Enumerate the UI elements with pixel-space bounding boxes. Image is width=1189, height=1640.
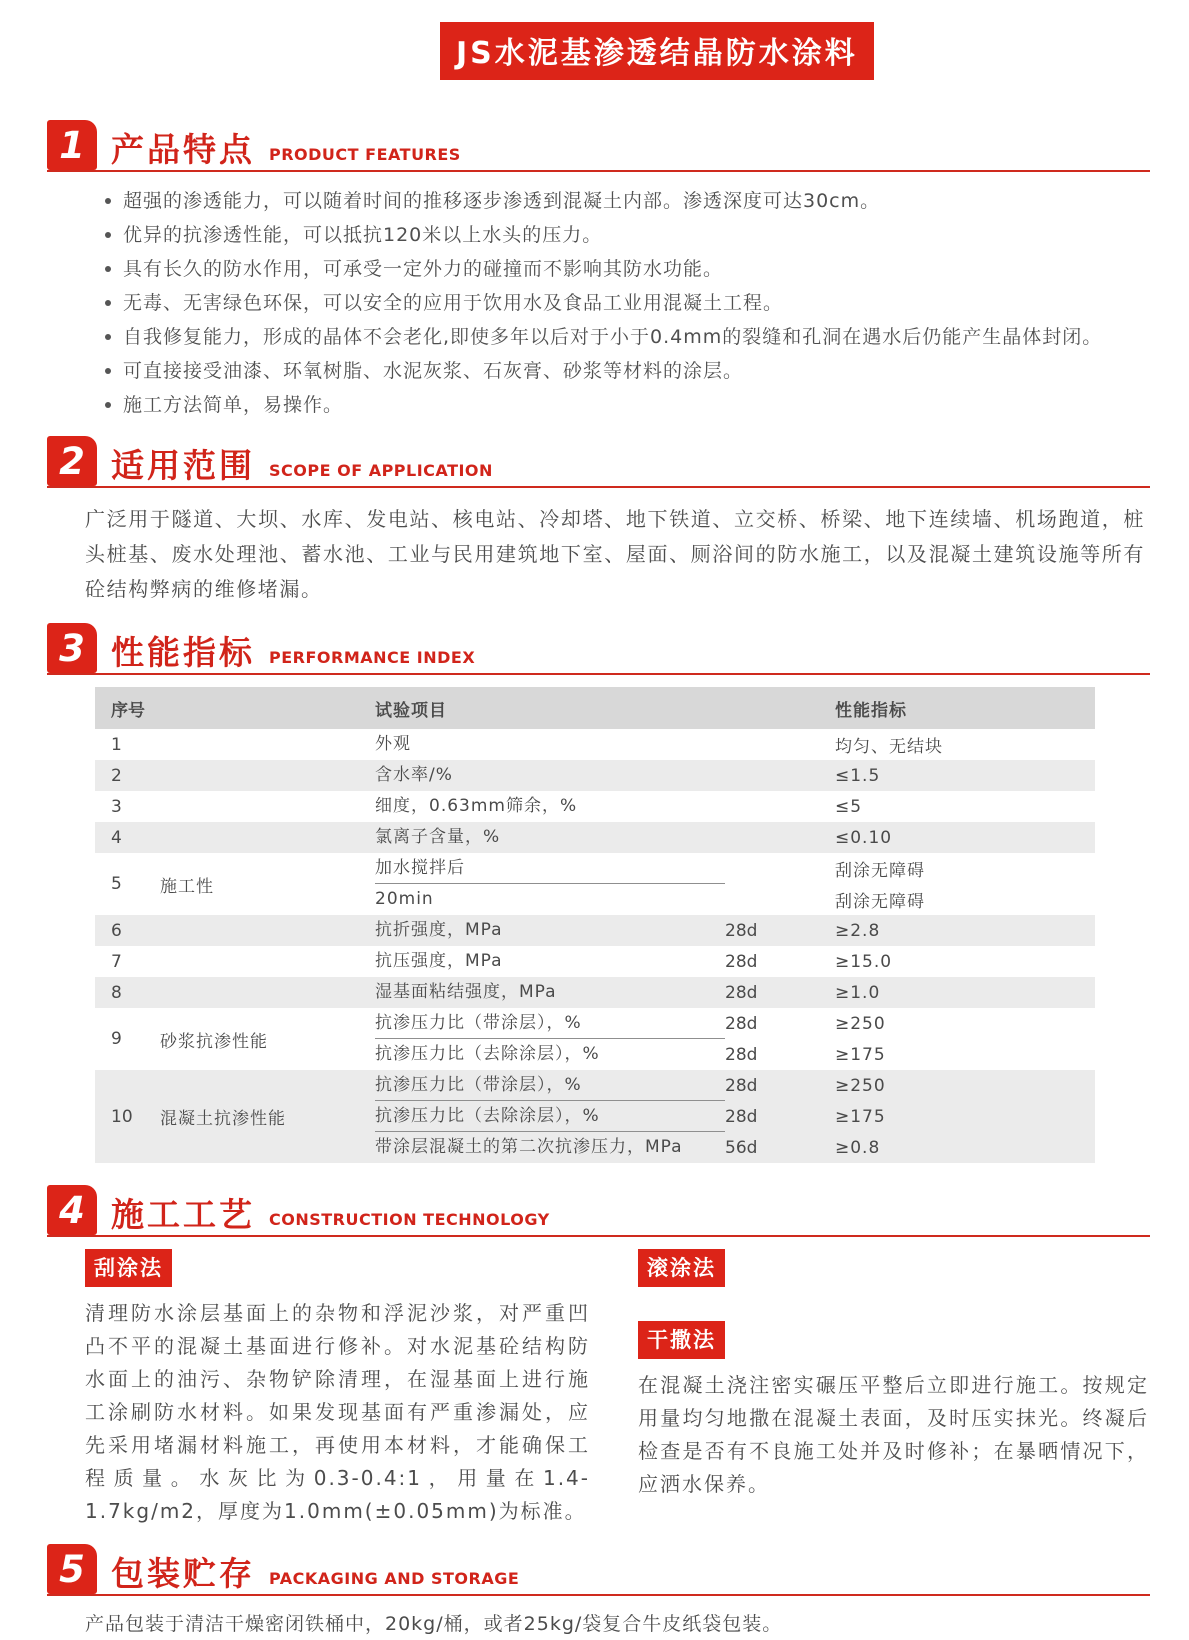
feature-text: 具有长久的防水作用，可承受一定外力的碰撞而不影响其防水功能。	[123, 258, 724, 280]
section-subtitle: PRODUCT FEATURES	[269, 145, 461, 164]
row-group-label: 施工性	[160, 876, 214, 897]
test-item: 外观	[375, 734, 411, 754]
test-value: 刮涂无障碍	[835, 892, 925, 912]
row-subitems	[375, 1070, 1095, 1163]
feature-text: 无毒、无害绿色环保，可以安全的应用于饮用水及食品工业用混凝土工程。	[123, 292, 784, 314]
table-row	[95, 791, 1095, 822]
row-number: 6	[111, 920, 122, 941]
row-subitems	[375, 791, 1095, 822]
method-badge-dry-sprinkle: 干撒法	[638, 1321, 725, 1359]
test-value: ≥2.8	[835, 920, 881, 941]
section-header-features	[47, 120, 1150, 172]
spacer	[638, 1287, 1149, 1321]
test-item: 20min	[375, 889, 434, 909]
packaging-paragraph: 产品包装于清洁干燥密闭铁桶中，20kg/桶，或者25kg/袋复合牛皮纸袋包装。	[85, 1613, 783, 1635]
row-number: 4	[111, 827, 122, 848]
test-value: ≥175	[835, 1044, 886, 1065]
row-number: 10	[111, 1106, 133, 1127]
table-subrow	[375, 1132, 1095, 1163]
table-row	[95, 977, 1095, 1008]
table-row	[95, 946, 1095, 977]
test-item: 细度，0.63mm筛余，%	[375, 796, 578, 816]
section-header-performance	[47, 623, 1150, 675]
row-group-label: 混凝土抗渗性能	[160, 1109, 286, 1129]
test-age: 28d	[725, 1013, 758, 1034]
construction-col-left	[85, 1249, 590, 1528]
section-title: 性能指标	[111, 633, 255, 672]
test-item: 加水搅拌后	[375, 853, 725, 884]
row-group-label: 砂浆抗渗性能	[160, 1031, 268, 1052]
method-text-scrape: 清理防水涂层基面上的杂物和浮泥沙浆，对严重凹凸不平的混凝土基面进行修补。对水泥基砼结构防水面上的油污、杂物铲除清理，在湿基面上进行施工涂刷防水材料。如果发现基面有严重渗漏处，应先采用堵漏材料施工，再使用本材料，才能确保工程质量。水灰比为0.3-0.4:1，用量在1.4-1.7kg/m2，厚度为1.0mm(±0.05mm)为标准。	[85, 1301, 590, 1523]
feature-text: 自我修复能力，形成的晶体不会老化,即使多年以后对于小于0.4mm的裂缝和孔洞在遇水后仍能产生晶体封闭。	[123, 326, 1103, 348]
section-subtitle: PERFORMANCE INDEX	[269, 648, 476, 667]
table-subrow	[375, 1008, 1095, 1039]
row-number: 3	[111, 796, 122, 817]
table-subrow	[375, 1070, 1095, 1101]
section-number-badge: 1	[47, 120, 97, 170]
row-subitems	[375, 1008, 1095, 1070]
table-subrow	[375, 729, 1095, 760]
section-title: 包装贮存	[111, 1554, 255, 1593]
row-number: 7	[111, 951, 122, 972]
row-subitems	[375, 977, 1095, 1008]
row-subitems	[375, 729, 1095, 760]
test-item: 抗折强度，MPa	[375, 920, 503, 940]
feature-text: 优异的抗渗透性能，可以抵抗120米以上水头的压力。	[123, 224, 603, 246]
construction-columns	[85, 1249, 1149, 1528]
test-age: 56d	[725, 1137, 758, 1158]
table-subrow	[375, 884, 1095, 915]
table-subrow	[375, 977, 1095, 1008]
feature-item	[103, 320, 1149, 354]
table-subrow	[375, 915, 1095, 946]
table-subrow	[375, 760, 1095, 791]
table-subrow	[375, 791, 1095, 822]
row-number: 8	[111, 982, 122, 1003]
row-subitems	[375, 853, 1095, 915]
table-row	[95, 1070, 1095, 1163]
section-subtitle: SCOPE OF APPLICATION	[269, 461, 493, 480]
col-header-no: 序号	[111, 700, 145, 721]
section-number-badge: 3	[47, 623, 97, 673]
section-header-construction	[47, 1185, 1150, 1237]
col-header-index: 性能指标	[835, 700, 907, 721]
test-value: ≥250	[835, 1075, 886, 1096]
section-subtitle: CONSTRUCTION TECHNOLOGY	[269, 1210, 550, 1229]
test-item: 抗渗压力比（去除涂层），%	[375, 1044, 600, 1064]
feature-item	[103, 286, 1149, 320]
row-subitems	[375, 915, 1095, 946]
test-value: ≤0.10	[835, 827, 893, 848]
test-value: ≤5	[835, 796, 863, 817]
row-subitems	[375, 822, 1095, 853]
section-header-packaging	[47, 1544, 1150, 1596]
row-subitems	[375, 946, 1095, 977]
test-item: 湿基面粘结强度，MPa	[375, 982, 557, 1002]
table-subrow	[375, 1101, 1095, 1132]
test-value: 刮涂无障碍	[835, 861, 925, 881]
table-subrow	[375, 853, 1095, 884]
row-subitems	[375, 760, 1095, 791]
table-body	[95, 729, 1095, 1163]
section-number-badge: 5	[47, 1544, 97, 1594]
method-badge-scrape: 刮涂法	[85, 1249, 172, 1287]
test-item: 抗渗压力比（去除涂层），%	[375, 1101, 725, 1132]
feature-item	[103, 218, 1149, 252]
row-number: 5	[111, 874, 122, 894]
feature-item	[103, 354, 1149, 388]
feature-text: 可直接接受油漆、环氧树脂、水泥灰浆、石灰膏、砂浆等材料的涂层。	[123, 360, 744, 382]
section-header-scope	[47, 436, 1150, 488]
table-row	[95, 1008, 1095, 1070]
section-title: 施工工艺	[111, 1195, 255, 1234]
table-subrow	[375, 822, 1095, 853]
table-row	[95, 760, 1095, 791]
test-item: 抗压强度，MPa	[375, 951, 503, 971]
row-number: 2	[111, 765, 122, 786]
test-age: 28d	[725, 1044, 758, 1065]
test-value: ≥175	[835, 1106, 886, 1127]
feature-text: 超强的渗透能力，可以随着时间的推移逐步渗透到混凝土内部。渗透深度可达30cm。	[123, 190, 881, 212]
section-title: 产品特点	[111, 130, 255, 169]
test-age: 28d	[725, 1106, 758, 1127]
table-header-row	[95, 687, 1095, 729]
col-header-item: 试验项目	[375, 700, 447, 721]
test-item: 带涂层混凝土的第二次抗渗压力，MPa	[375, 1137, 683, 1157]
feature-text: 施工方法简单，易操作。	[123, 394, 344, 416]
test-value: ≥15.0	[835, 951, 893, 972]
test-item: 抗渗压力比（带涂层），%	[375, 1070, 725, 1101]
feature-item	[103, 184, 1149, 218]
test-item: 含水率/%	[375, 765, 453, 785]
table-subrow	[375, 946, 1095, 977]
feature-list	[103, 184, 1149, 422]
table-row	[95, 729, 1095, 760]
performance-table	[95, 687, 1095, 1163]
test-age: 28d	[725, 951, 758, 972]
table-row	[95, 853, 1095, 915]
row-number: 1	[111, 734, 122, 755]
feature-item	[103, 252, 1149, 286]
scope-paragraph: 广泛用于隧道、大坝、水库、发电站、核电站、冷却塔、地下铁道、立交桥、桥梁、地下连续墙、机场跑道，桩头桩基、废水处理池、蓄水池、工业与民用建筑地下室、屋面、厕浴间的防水施工，以及混凝土建筑设施等所有砼结构弊病的维修堵漏。	[85, 507, 1145, 601]
construction-col-right	[638, 1249, 1149, 1528]
test-value: 均匀、无结块	[835, 737, 943, 757]
section-title: 适用范围	[111, 446, 255, 485]
test-age: 28d	[725, 982, 758, 1003]
section-subtitle: PACKAGING AND STORAGE	[269, 1569, 520, 1588]
test-value: ≥1.0	[835, 982, 881, 1003]
test-value: ≥0.8	[835, 1137, 881, 1158]
row-number: 9	[111, 1029, 122, 1049]
page-title: JS水泥基渗透结晶防水涂料	[440, 22, 874, 80]
feature-item	[103, 388, 1149, 422]
test-item: 氯离子含量，%	[375, 827, 501, 847]
method-badge-roll: 滚涂法	[638, 1249, 725, 1287]
test-value: ≤1.5	[835, 765, 881, 786]
test-value: ≥250	[835, 1013, 886, 1034]
test-age: 28d	[725, 920, 758, 941]
table-subrow	[375, 1039, 1095, 1070]
test-age: 28d	[725, 1075, 758, 1096]
section-number-badge: 4	[47, 1185, 97, 1235]
table-row	[95, 915, 1095, 946]
test-item: 抗渗压力比（带涂层），%	[375, 1008, 725, 1039]
method-text-dry-sprinkle: 在混凝土浇注密实碾压平整后立即进行施工。按规定用量均匀地撒在混凝土表面，及时压实抹光。终凝后检查是否有不良施工处并及时修补；在暴晒情况下，应洒水保养。	[638, 1373, 1149, 1496]
table-row	[95, 822, 1095, 853]
section-number-badge: 2	[47, 436, 97, 486]
